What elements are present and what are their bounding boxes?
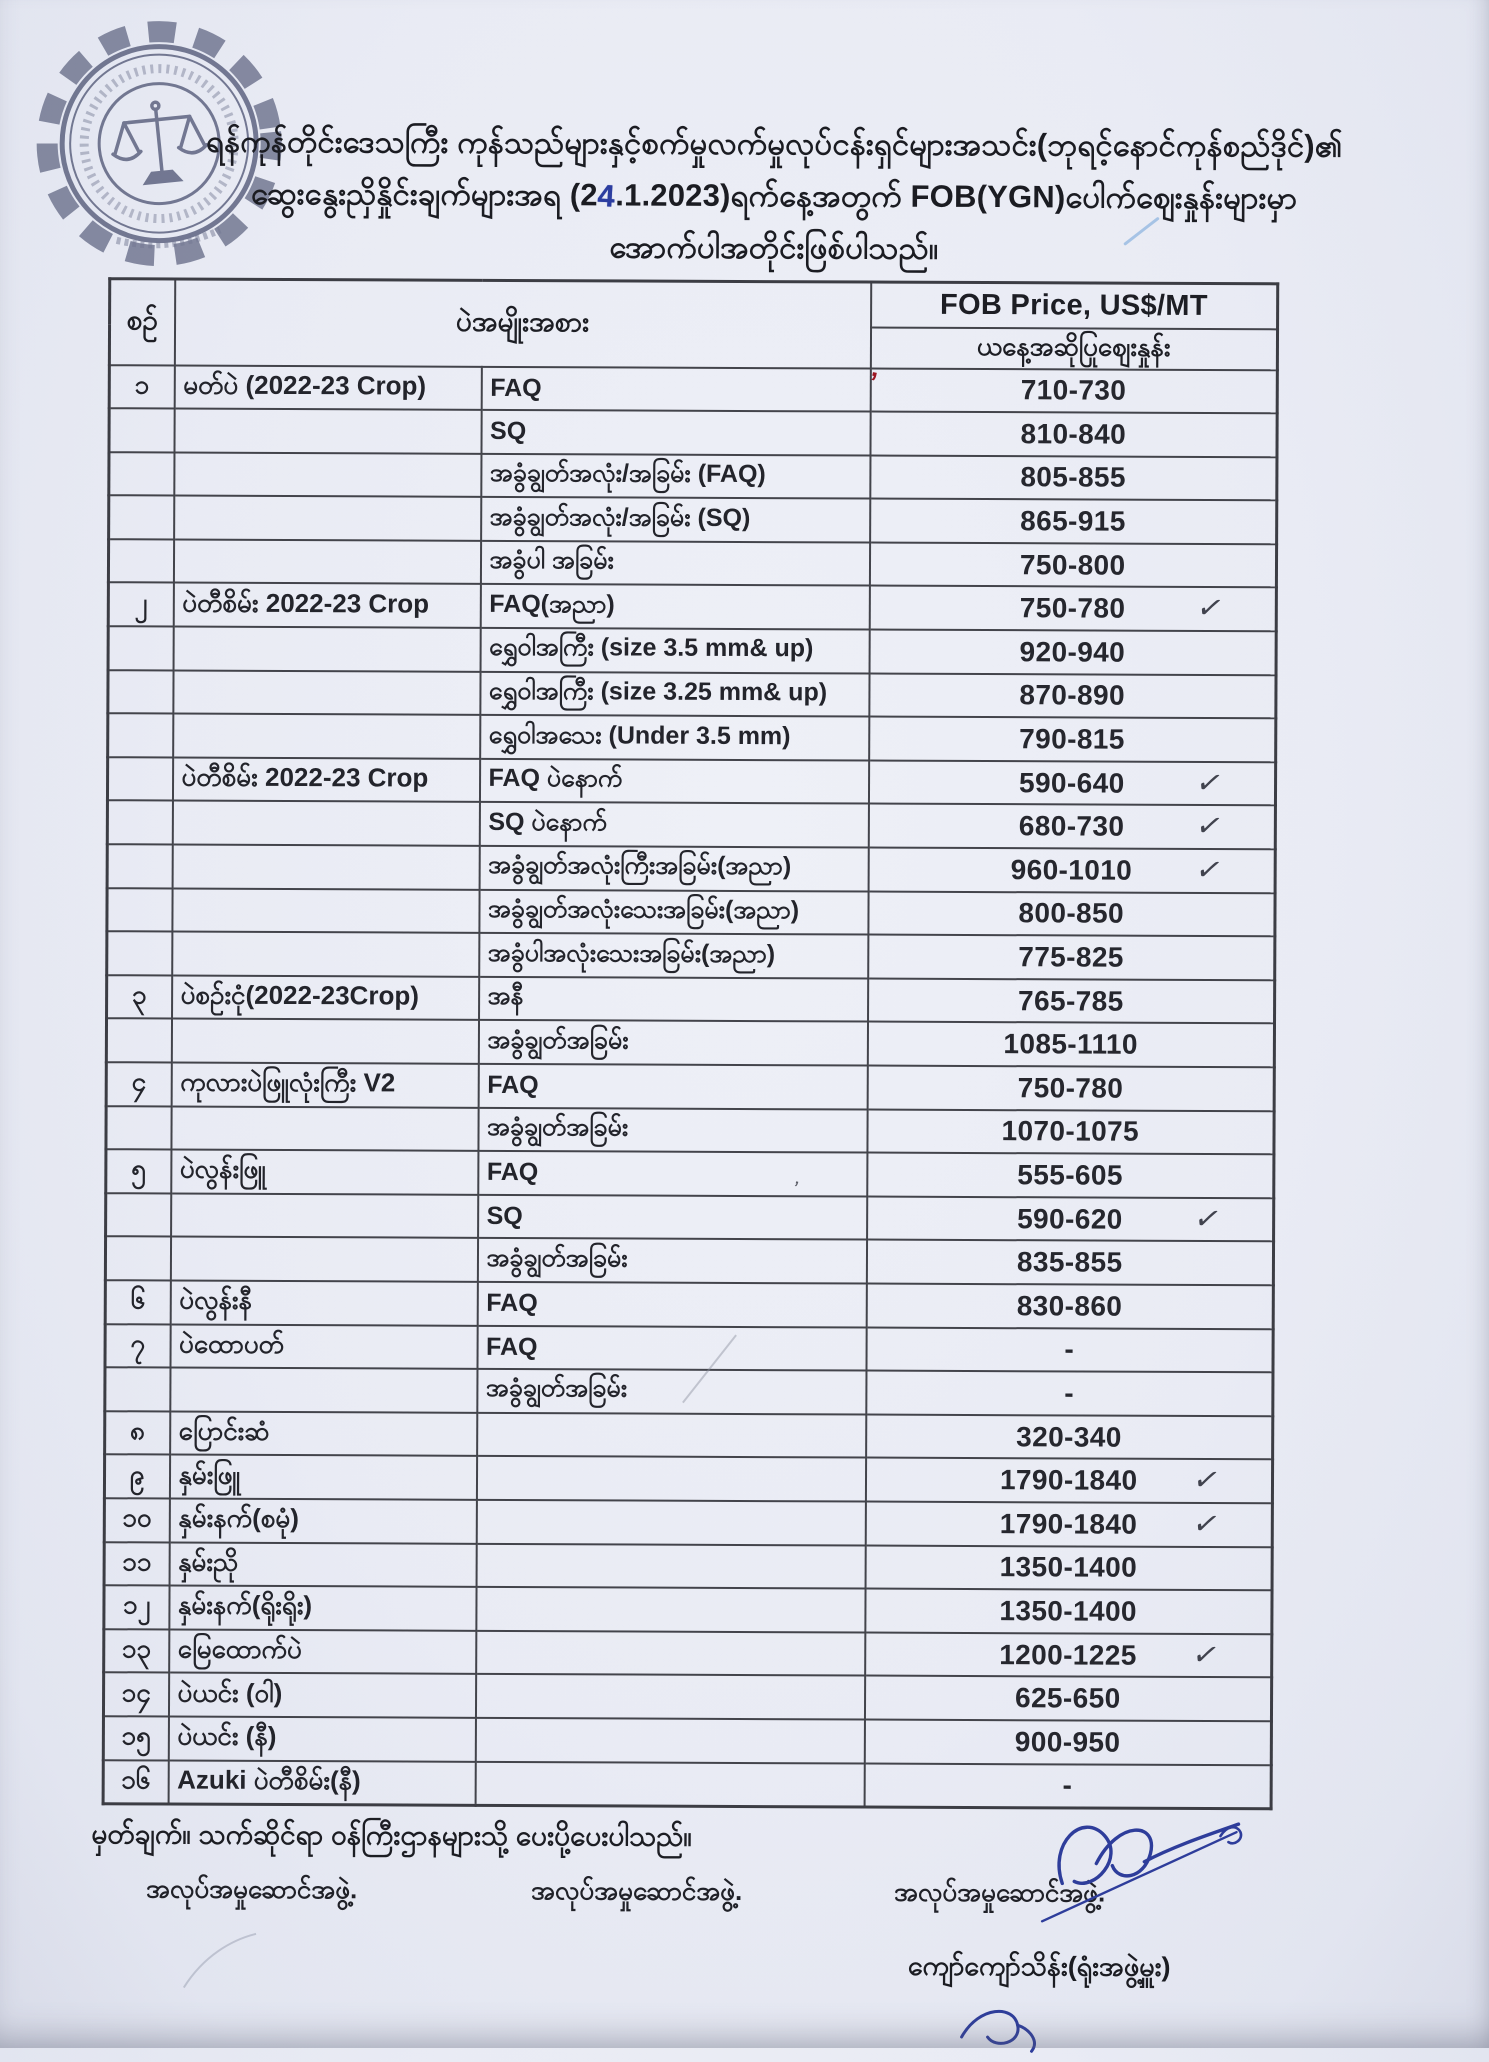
table-row: [109, 452, 1277, 501]
price-value: 830-860: [1016, 1289, 1123, 1322]
price-value: -: [1062, 1769, 1073, 1801]
row-number-cell: ၆: [105, 1280, 170, 1324]
bean-grade-cell: အခွံချွတ်အခြမ်း: [477, 1369, 866, 1414]
bean-grade-cell: SQ: [478, 1195, 867, 1240]
handwritten-initial: [941, 1997, 1053, 2060]
bean-grade-cell: [476, 1631, 865, 1676]
price-value: 805-855: [1020, 461, 1126, 494]
row-number-cell: ၁: [109, 365, 174, 409]
table-row: [107, 844, 1275, 893]
price-cell: [868, 978, 1275, 1023]
table-row: [109, 408, 1277, 457]
table-row: [104, 1585, 1272, 1634]
bean-name-cell: ပဲယင်း (နီ): [168, 1716, 475, 1761]
price-value: 1085-1110: [1003, 1028, 1138, 1060]
price-cell: [865, 1458, 1272, 1503]
row-number-cell: [109, 496, 174, 540]
bean-grade-cell: FAQ: [481, 366, 870, 411]
bean-grade-cell: အနီ: [479, 977, 868, 1022]
handwritten-signature: [1024, 1783, 1260, 1939]
price-value: 775-825: [1018, 941, 1124, 973]
checkmark-icon: ✓: [1189, 1462, 1224, 1498]
price-cell: [866, 1327, 1273, 1372]
row-number-cell: ၁၄: [103, 1673, 168, 1717]
initial-scribble-icon: [942, 1997, 1054, 2055]
row-number-cell: ၁၂: [104, 1585, 169, 1629]
bean-grade-cell: အခွံပါအလုံးသေးအခြမ်း(အညာ): [479, 933, 868, 978]
bean-grade-cell: အခွံပါ အခြမ်း: [480, 541, 869, 586]
bean-grade-cell: FAQ: [477, 1325, 866, 1370]
price-value: 900-950: [1014, 1725, 1121, 1758]
bean-grade-cell: [477, 1413, 866, 1458]
bean-grade-cell: အခွံချွတ်အလုံး/အခြမ်း (SQ): [481, 497, 870, 542]
row-number-cell: [106, 1193, 171, 1237]
row-number-cell: [108, 539, 173, 583]
price-value: 765-785: [1018, 984, 1124, 1017]
bean-name-cell: ပဲစဉ်းငုံ(2022-23Crop): [172, 975, 479, 1020]
price-value: 1350-1400: [999, 1551, 1138, 1584]
document-title: [3, 115, 1489, 277]
bean-grade-cell: FAQ: [477, 1282, 866, 1327]
bean-grade-cell: [476, 1587, 865, 1632]
price-cell: [868, 760, 1275, 805]
signature-scribble-icon: [1024, 1783, 1260, 1934]
checkmark-icon: ✓: [1193, 591, 1227, 627]
bean-name-cell: [174, 409, 481, 454]
checkmark-icon: ✓: [1192, 809, 1226, 845]
price-value: 810-840: [1020, 418, 1127, 450]
price-cell: [865, 1545, 1272, 1590]
bean-grade-cell: [476, 1543, 865, 1588]
row-number-cell: ၁၆: [103, 1760, 168, 1804]
row-number-cell: ၁၁: [104, 1542, 169, 1586]
bean-name-cell: [170, 1368, 477, 1413]
price-cell: [867, 1153, 1274, 1198]
bean-grade-cell: [476, 1456, 865, 1501]
bean-name-cell: Azuki ပဲတီစိမ်း(နီ): [168, 1760, 475, 1805]
row-number-cell: [105, 1237, 170, 1281]
header-bean-type: ပဲအမျိုးအစား: [174, 279, 870, 368]
price-cell: [870, 499, 1277, 544]
table-row: [107, 801, 1275, 850]
bean-name-cell: [172, 801, 479, 846]
faint-pencil-scribble: [174, 1926, 264, 2001]
table-row: [105, 1280, 1273, 1329]
bean-grade-cell: FAQ: [478, 1151, 867, 1196]
row-number-cell: [109, 452, 174, 496]
title-line-2-pre: ဆွေးနွေးညှိနှိုင်းချက်များအရ (2: [250, 175, 598, 213]
table-row: [107, 757, 1275, 806]
price-value: -: [1064, 1333, 1075, 1365]
checkmark-icon: ✓: [1189, 1637, 1223, 1673]
price-value: 835-855: [1016, 1246, 1123, 1278]
table-row: [106, 1019, 1274, 1068]
row-number-cell: ၈: [105, 1411, 170, 1455]
bean-name-cell: [170, 1237, 477, 1282]
price-cell: [869, 673, 1276, 718]
bean-grade-cell: အခွံချွတ်အလုံးကြီးအခြမ်း(အညာ): [479, 846, 868, 891]
bean-name-cell: နှမ်းနက်(စမုံ): [169, 1498, 476, 1543]
bean-name-cell: ပြောင်းဆံ: [170, 1411, 477, 1456]
bean-grade-cell: [475, 1674, 864, 1719]
bean-name-cell: မြေထောက်ပဲ: [169, 1629, 476, 1674]
bean-name-cell: ပဲလွန်းနီ: [170, 1280, 477, 1325]
title-line-1: ရန်ကုန်တိုင်းဒေသကြီး ကုန်သည်များနှင့်စက်မှုလက်မှုလုပ်ငန်းရှင်များအသင်း(ဘုရင့်နောင်ကုန်စည်ဒိုင်)၏: [205, 123, 1343, 164]
price-cell: [868, 891, 1275, 936]
committee-label-2: အလုပ်အမှုဆောင်အဖွဲ့.: [531, 1875, 743, 1906]
price-cell: [867, 1109, 1274, 1154]
table-row: [105, 1324, 1273, 1373]
title-line-3: အောက်ပါအတိုင်းဖြစ်ပါသည်။: [609, 229, 939, 266]
header-fob-price: FOB Price, US$/MT: [871, 282, 1278, 329]
row-number-cell: [108, 713, 173, 757]
table-row: [104, 1498, 1272, 1547]
price-cell: [869, 542, 1276, 587]
row-number-cell: [108, 626, 173, 670]
price-cell: [868, 848, 1275, 893]
header-no: စဉ်: [109, 279, 174, 365]
bean-name-cell: ပဲတီစိမ်း 2022-23 Crop: [173, 583, 480, 628]
bean-grade-cell: [475, 1761, 864, 1806]
price-cell: [870, 368, 1277, 413]
row-number-cell: [109, 408, 174, 452]
price-cell: [865, 1501, 1272, 1546]
row-number-cell: [105, 1367, 170, 1411]
handwritten-date-digit: 4: [596, 177, 617, 214]
price-value: 555-605: [1017, 1159, 1123, 1191]
gray-ink-mark: ’: [788, 1176, 802, 1202]
checkmark-icon: ✓: [1190, 1201, 1225, 1237]
checkmark-icon: ✓: [1192, 765, 1227, 801]
price-value: 790-815: [1019, 723, 1125, 755]
bean-name-cell: ပဲတီစိမ်း 2022-23 Crop: [172, 757, 479, 802]
bean-grade-cell: ရွှေဝါအကြီး (size 3.25 mm& up): [480, 671, 869, 716]
bean-name-cell: [172, 888, 479, 933]
price-cell: [866, 1371, 1273, 1416]
row-number-cell: ၅: [106, 1149, 171, 1193]
price-cell: [870, 412, 1277, 457]
table-row: [109, 365, 1277, 414]
table-row: [106, 1106, 1274, 1155]
table-row: [107, 931, 1275, 980]
bean-grade-cell: အခွံချွတ်အလုံးသေးအခြမ်း(အညာ): [479, 889, 868, 934]
bean-name-cell: [173, 627, 480, 672]
price-cell: [869, 630, 1276, 675]
price-cell: [866, 1240, 1273, 1285]
table-row: [104, 1455, 1272, 1504]
bean-name-cell: နှမ်းဖြူ: [169, 1455, 476, 1500]
table-row: [105, 1237, 1273, 1286]
title-line-2: [56, 167, 1489, 225]
row-number-cell: ၉: [104, 1455, 169, 1499]
table-row: [108, 626, 1276, 675]
price-cell: [870, 455, 1277, 500]
row-number-cell: [106, 1019, 171, 1063]
table-row: [106, 1062, 1274, 1111]
price-cell: [865, 1589, 1272, 1634]
price-value: 710-730: [1020, 374, 1127, 406]
table-row: [109, 496, 1277, 545]
row-number-cell: ၄: [106, 1062, 171, 1106]
price-cell: [869, 586, 1276, 631]
red-ink-mark: ’: [865, 366, 880, 399]
table-row: [104, 1542, 1272, 1591]
price-value: 590-620: [1017, 1202, 1123, 1235]
bean-name-cell: နှမ်းညို: [169, 1542, 476, 1587]
bean-name-cell: နှမ်းနက်(ရိုးရိုး): [169, 1586, 476, 1631]
price-value: 1790-1840: [999, 1507, 1138, 1540]
bean-name-cell: [171, 1193, 478, 1238]
bean-name-cell: [173, 670, 480, 715]
row-number-cell: [107, 757, 172, 801]
row-number-cell: ၇: [105, 1324, 170, 1368]
price-value: 865-915: [1020, 505, 1126, 537]
table-row: [108, 583, 1276, 632]
bean-grade-cell: အခွံချွတ်အခြမ်း: [478, 1107, 867, 1152]
bean-name-cell: မတ်ပဲ (2022-23 Crop): [174, 365, 481, 410]
signer-name: ကျော်ကျော်သိန်း(ရုံးအဖွဲ့မှူး): [907, 1950, 1171, 1982]
bean-name-cell: ပဲယင်း (ဝါ): [168, 1673, 475, 1718]
bean-grade-cell: ရွှေဝါအကြီး (size 3.5 mm& up): [480, 628, 869, 673]
bean-grade-cell: FAQ ပဲနောက်: [479, 759, 868, 804]
checkmark-icon: ✓: [1189, 1506, 1223, 1542]
table-row: [104, 1629, 1272, 1678]
price-cell: [864, 1676, 1271, 1721]
price-value: 1200-1225: [999, 1638, 1137, 1671]
price-cell: [867, 1022, 1274, 1067]
table-row: [105, 1411, 1273, 1460]
bean-name-cell: [171, 1106, 478, 1151]
price-cell: [868, 935, 1275, 980]
price-table-body: [103, 365, 1277, 1809]
price-value: 625-650: [1014, 1682, 1121, 1714]
committee-label-1: အလုပ်အမှုဆောင်အဖွဲ့.: [146, 1873, 358, 1905]
price-value: 750-780: [1017, 1071, 1124, 1104]
price-value: 1350-1400: [999, 1595, 1138, 1627]
footer-note: မှတ်ချက်။ သက်ဆိုင်ရာ ဝန်ကြီးဌာနများသို့ ပေးပို့ပေးပါသည်။: [91, 1818, 692, 1852]
bean-grade-cell: [475, 1718, 864, 1763]
row-number-cell: [107, 931, 172, 975]
price-cell: [867, 1066, 1274, 1111]
table-row: [108, 670, 1276, 719]
price-value: 1070-1075: [1001, 1115, 1140, 1148]
bean-name-cell: [171, 1019, 478, 1064]
table-row: [108, 539, 1276, 588]
bean-grade-cell: [476, 1500, 865, 1545]
table-row: [103, 1716, 1271, 1765]
price-value: 680-730: [1018, 810, 1125, 842]
bean-name-cell: [172, 845, 479, 890]
table-row: [107, 975, 1275, 1024]
pencil-curve-icon: [174, 1926, 264, 1996]
row-number-cell: ၂: [108, 583, 173, 627]
bean-grade-cell: အခွံချွတ်အလုံး/အခြမ်း (FAQ): [481, 454, 870, 499]
row-number-cell: ၁၃: [104, 1629, 169, 1673]
checkmark-icon: ✓: [1192, 852, 1226, 888]
row-number-cell: ၁၀: [104, 1498, 169, 1542]
price-value: 1790-1840: [999, 1464, 1138, 1496]
price-value: 960-1010: [1010, 853, 1133, 886]
table-row: [108, 713, 1276, 762]
price-value: 750-780: [1019, 592, 1126, 624]
row-number-cell: [107, 888, 172, 932]
fob-price-table: [102, 277, 1280, 1810]
bean-name-cell: ပဲထောပတ်: [170, 1324, 477, 1369]
bean-name-cell: [174, 496, 481, 541]
price-value: 750-800: [1019, 548, 1126, 581]
bean-name-cell: ပဲလွန်းဖြူ: [171, 1150, 478, 1195]
committee-label-3: အလုပ်အမှုဆောင်အဖွဲ့.: [894, 1876, 1106, 1908]
table-row: [103, 1673, 1271, 1722]
row-number-cell: ၃: [107, 975, 172, 1019]
price-cell: [866, 1414, 1273, 1459]
bean-grade-cell: FAQ: [478, 1064, 867, 1109]
price-cell: [865, 1632, 1272, 1677]
bean-name-cell: ကုလားပဲဖြူလုံးကြီး V2: [171, 1062, 478, 1107]
bean-grade-cell: ရွှေဝါအသေး (Under 3.5 mm): [480, 715, 869, 760]
row-number-cell: ၁၅: [103, 1716, 168, 1760]
table-row: [107, 888, 1275, 937]
price-cell: [868, 804, 1275, 849]
bean-grade-cell: အခွံချွတ်အခြမ်း: [478, 1020, 867, 1065]
bean-name-cell: [173, 714, 480, 759]
row-number-cell: [107, 844, 172, 888]
price-value: 590-640: [1018, 766, 1125, 799]
price-value: 870-890: [1019, 679, 1126, 712]
bean-grade-cell: SQ ပဲနောက်: [479, 802, 868, 847]
price-value: -: [1064, 1377, 1075, 1409]
bean-grade-cell: FAQ(အညာ): [480, 584, 869, 629]
title-line-2-post: .1.2023)ရက်နေ့အတွက် FOB(YGN)ပေါက်ဈေးနှုန်းများမှာ: [615, 177, 1298, 216]
bean-grade-cell: အခွံချွတ်အခြမ်း: [477, 1238, 866, 1283]
table-row: [106, 1149, 1274, 1198]
table-row: [106, 1193, 1274, 1242]
header-todays-proposed-price: ယနေ့အဆိုပြုဈေးနှုန်း: [870, 327, 1277, 370]
price-value: 320-340: [1016, 1420, 1122, 1453]
price-value: 920-940: [1019, 636, 1126, 668]
bean-name-cell: [172, 932, 479, 977]
bean-name-cell: [173, 539, 480, 584]
table-header-row-1: [110, 279, 1278, 329]
row-number-cell: [108, 670, 173, 714]
price-value: 800-850: [1018, 897, 1125, 930]
bean-grade-cell: SQ: [481, 410, 870, 455]
bean-name-cell: [174, 452, 481, 497]
price-cell: [864, 1719, 1271, 1764]
price-cell: [866, 1284, 1273, 1329]
price-cell: [867, 1196, 1274, 1241]
row-number-cell: [107, 801, 172, 845]
price-cell: [869, 717, 1276, 762]
row-number-cell: [106, 1106, 171, 1150]
